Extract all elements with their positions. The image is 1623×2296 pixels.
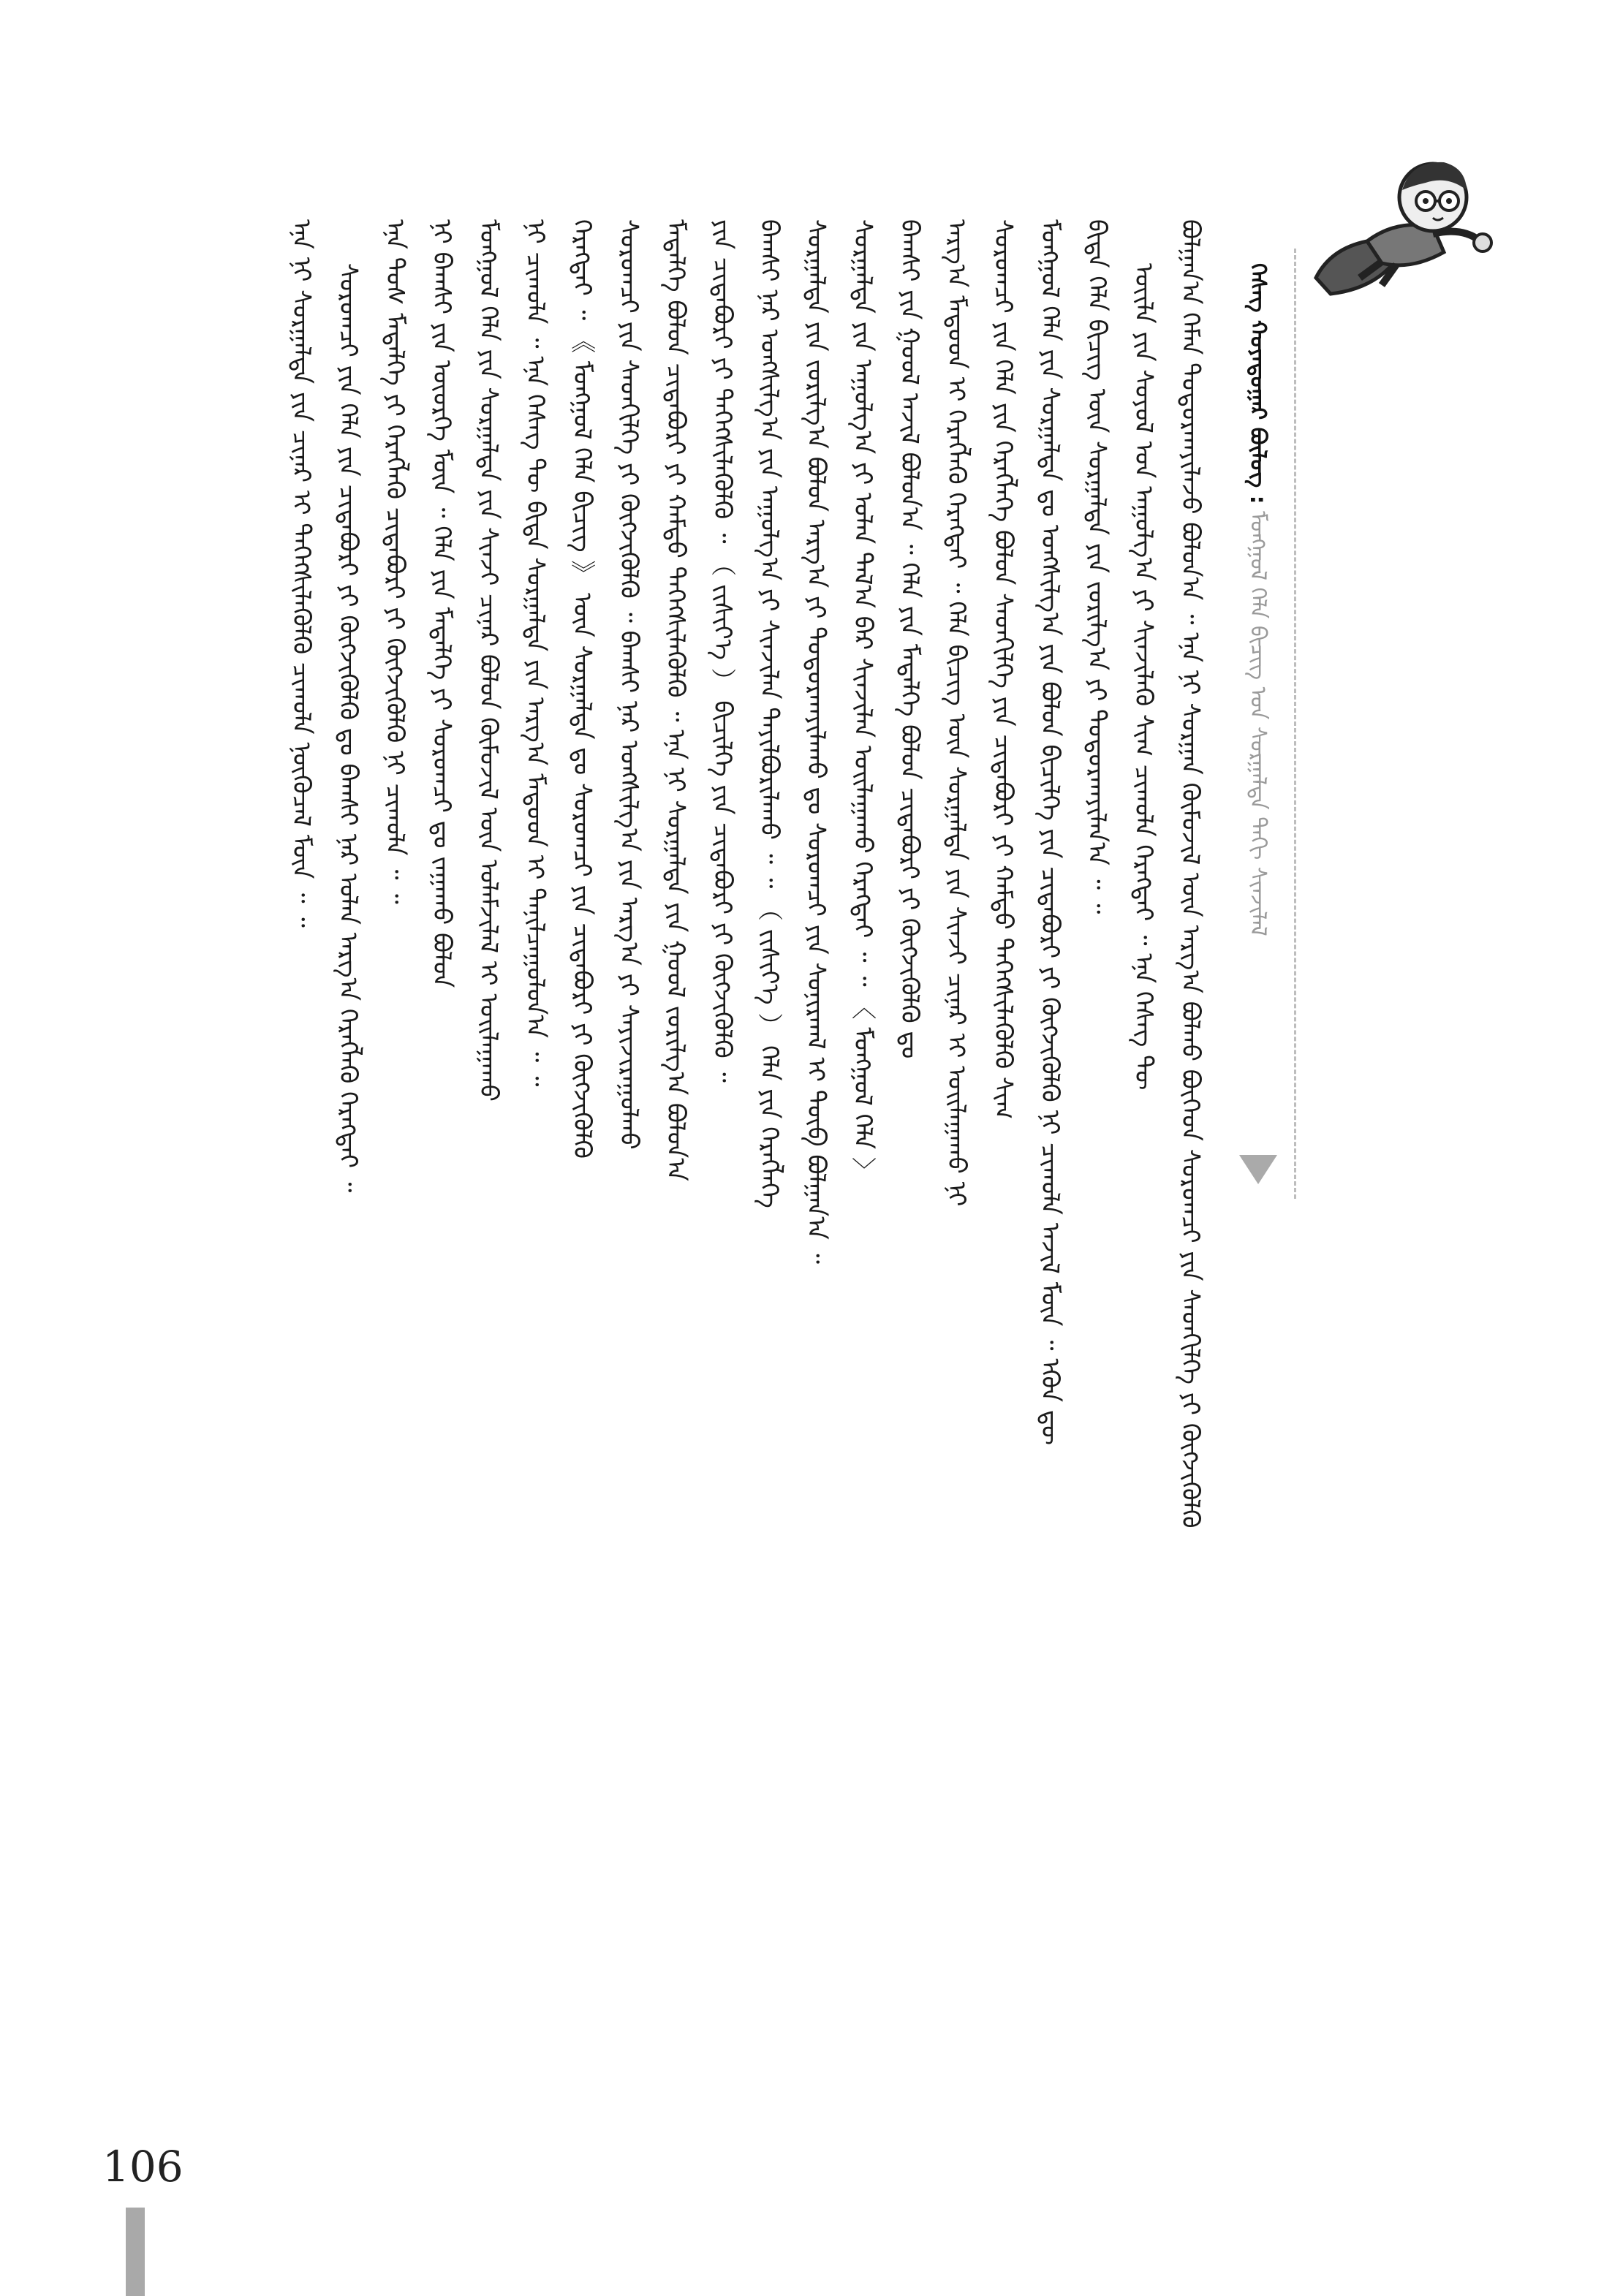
- text-column: ᠪᠣᠯᠭᠠᠨ᠎ᠠ ᠬᠡᠮᠡᠨ ᠲᠣᠳᠣᠷᠬᠠᠶᠢᠯᠠᠵᠤ ᠪᠣᠯᠣᠨ᠎ᠠ ᠃ ᠡᠨᠡ ᠨᠢ ᠰᠤᠷᠭᠠᠨ ᠬᠦᠮᠦᠵᠢᠯ ᠦᠨ ᠠᠷᠭ᠎ᠠ ᠪᠣᠯᠬᠤ ᠪᠥᠭᠡᠳ ᠰᠤᠷᠤᠭᠴᠢ ᠶᠢᠨ ᠰᠡᠳᠬᠢᠯᠭᠡ ᠶᠢ ᠬᠥᠭᠵᠢᠭᠦᠯᠬᠦ: [1176, 219, 1205, 1528]
- text-column: ᠶᠢᠨ ᠴᠢᠳᠠᠪᠤᠷᠢ ᠶᠢ ᠳᠡᠭᠡᠭᠰᠢᠯᠡᠭᠦᠯᠬᠦ ᠃ （ ᠵᠢᠱᠢᠶ᠎ᠡ ） ᠪᠢᠴᠢᠯᠭᠡ ᠶᠢᠨ ᠴᠢᠳᠠᠪᠤᠷᠢ ᠶᠢ ᠬᠥᠭᠵᠢᠭᠦᠯᠬᠦ ᠃: [708, 219, 737, 1083]
- text-column: ᠨᠢ ᠪᠠᠭᠰᠢ ᠶᠢᠨ ᠦᠦᠷᠭᠡ ᠮᠥᠨ ᠃ ᠬᠡᠯᠡ ᠶᠢᠨ ᠮᠡᠳᠡᠯᠭᠡ ᠶᠢ ᠰᠤᠷᠤᠭᠴᠢ ᠳᠤ ᠵᠠᠭᠠᠬᠤ ᠪᠣᠯᠣᠨ: [427, 219, 456, 988]
- text-column: ᠪᠠᠭᠰᠢ ᠨᠠᠷ ᠤᠩᠰᠢᠯᠭ᠎ᠠ ᠶᠢᠨ ᠠᠭᠤᠯᠭ᠎ᠠ ᠶᠢ ᠰᠢᠨᠵᠢᠯᠡᠨ ᠲᠠᠶᠢᠯᠪᠤᠷᠢᠯᠠᠬᠤ ᠃ ᠃ （ ᠵᠢᠱᠢᠶ᠎ᠡ ） ᠬᠡᠯᠡ ᠶᠢᠨ ᠬᠡᠷᠡᠭᠯᠡᠭᠡ: [754, 219, 784, 1208]
- triangle-marker-icon: [1239, 1155, 1277, 1184]
- text-column: ᠪᠢᠳᠡ ᠬᠡᠯᠡ ᠪᠢᠴᠢᠭ ᠦᠨ ᠰᠤᠷᠭᠠᠯᠲᠠ ᠶᠢᠨ ᠵᠣᠷᠢᠯᠭ᠎ᠠ ᠶᠢ ᠲᠣᠳᠣᠷᠬᠠᠶᠢᠯᠠᠨ᠎ᠠ ᠃ ᠃: [1082, 219, 1111, 914]
- chapter-tab: [126, 2208, 145, 2296]
- text-column: ᠰᠤᠷᠭᠠᠯᠲᠠ ᠶᠢᠨ ᠠᠭᠤᠯᠭ᠎ᠠ ᠶᠢ ᠣᠯᠠᠨ ᠲᠠᠯ᠎ᠠ ᠪᠠᠷ ᠰᠢᠨᠵᠢᠯᠡᠨ ᠣᠢᠯᠠᠭᠠᠬᠤ ᠬᠡᠷᠡᠭᠲᠡᠢ ᠃ ᠃ 〈 ᠮᠣᠩᠭᠣᠯ ᠬᠡᠯᠡ 〉: [848, 219, 877, 1182]
- text-column: ᠪᠠᠭᠰᠢ ᠶᠢᠨ ᠭᠣᠣᠯ ᠠᠵᠢᠯ ᠪᠣᠯᠣᠨ᠎ᠠ ᠃ ᠬᠡᠯᠡ ᠶᠢᠨ ᠮᠡᠳᠡᠯᠭᠡ ᠪᠣᠯᠣᠨ ᠴᠢᠳᠠᠪᠤᠷᠢ ᠶᠢ ᠬᠥᠭᠵᠢᠭᠦᠯᠬᠦ ᠳᠤ: [895, 219, 924, 1059]
- header-divider: [1294, 249, 1296, 1199]
- text-column: ᠰᠤᠷᠤᠭᠴᠢ ᠶᠢᠨ ᠬᠡᠯᠡ ᠶᠢᠨ ᠬᠡᠷᠡᠭᠯᠡᠭᠡ ᠪᠣᠯᠣᠨ ᠰᠡᠳᠬᠢᠯᠭᠡ ᠶᠢᠨ ᠴᠢᠳᠠᠪᠤᠷᠢ ᠶᠢ ᠬᠠᠮᠲᠤ ᠳᠡᠭᠡᠭᠰᠢᠯᠡᠭᠦᠯᠬᠦ ᠰᠢᠭ᠋: [988, 219, 1018, 1120]
- text-column: ᠮᠣᠩᠭᠣᠯ ᠬᠡᠯᠡ ᠶᠢᠨ ᠰᠤᠷᠭᠠᠯᠲᠠ ᠳᠤ ᠤᠩᠰᠢᠯᠭ᠎ᠠ ᠶᠢᠨ ᠪᠣᠯᠣᠨ ᠪᠢᠴᠢᠯᠭᠡ ᠶᠢᠨ ᠴᠢᠳᠠᠪᠤᠷᠢ ᠶᠢ ᠬᠥᠭᠵᠢᠭᠦᠯᠬᠦ ᠨᠢ ᠴᠢᠬᠤᠯᠠ ᠠᠵᠢᠯ ᠮᠥᠨ ᠃ ᠡᠭᠦᠨ ᠳᠦ: [1035, 219, 1064, 1446]
- running-header-text: [1236, 263, 1279, 1184]
- text-column: ᠮᠡᠳᠡᠯᠭᠡ ᠪᠣᠯᠣᠨ ᠴᠢᠳᠠᠪᠤᠷᠢ ᠶᠢ ᠬᠠᠮᠲᠤ ᠳᠡᠭᠡᠭᠰᠢᠯᠡᠭᠦᠯᠬᠦ ᠃ ᠡᠨᠡ ᠨᠢ ᠰᠤᠷᠭᠠᠯᠲᠠ ᠶᠢᠨ ᠭᠣᠣᠯ ᠵᠣᠷᠢᠯᠭ᠎ᠠ ᠪᠣᠯᠣᠨ᠎ᠠ: [661, 219, 690, 1181]
- text-column: ᠡᠨᠡ ᠨᠢ ᠰᠤᠷᠭᠠᠯᠲᠠ ᠶᠢᠨ ᠴᠢᠨᠠᠷ ᠢ ᠳᠡᠭᠡᠭᠰᠢᠯᠡᠭᠦᠯᠬᠦ ᠴᠢᠬᠤᠯᠠ ᠨᠥᠬᠥᠴᠡᠯ ᠮᠥᠨ ᠃ ᠃: [287, 219, 316, 928]
- text-column: ᠡᠨᠡ ᠲᠤᠰ ᠮᠡᠳᠡᠯᠭᠡ ᠶᠢ ᠬᠡᠷᠡᠭᠯᠡᠬᠦ ᠴᠢᠳᠠᠪᠤᠷᠢ ᠶᠢ ᠬᠥᠭᠵᠢᠭᠦᠯᠬᠦ ᠨᠢ ᠴᠢᠬᠤᠯᠠ ᠃ ᠃: [380, 219, 409, 904]
- text-column: ᠨᠢ ᠴᠢᠬᠤᠯᠠ ᠃ ᠡᠨᠡ ᠬᠡᠰᠡᠭ ᠲᠦ ᠪᠢᠳᠡ ᠰᠤᠷᠭᠠᠯᠲᠠ ᠶᠢᠨ ᠠᠷᠭ᠎ᠠ ᠮᠡᠲᠣᠳ ᠢ ᠲᠠᠨᠢᠯᠴᠠᠭᠤᠯᠤᠨ᠎ᠠ ᠃ ᠃: [521, 219, 550, 1087]
- body-text: [7, 219, 1214, 2208]
- text-column: ᠠᠷᠭ᠎ᠠ ᠮᠡᠲᠣᠳ ᠢ ᠬᠡᠷᠡᠭᠯᠡᠬᠦ ᠬᠡᠷᠡᠭᠲᠡᠢ ᠃ ᠬᠡᠯᠡ ᠪᠢᠴᠢᠭ ᠦᠨ ᠰᠤᠷᠭᠠᠯᠲᠠ ᠶᠢᠨ ᠰᠢᠨᠵᠢ ᠴᠢᠨᠠᠷ ᠢ ᠣᠢᠯᠠᠭᠠᠬᠤ ᠨᠢ: [942, 219, 971, 1207]
- running-header-section: ᠬᠡᠰᠡᠭ ᠬᠣᠶᠠᠳᠤᠭᠠᠷ ᠪᠦᠯᠦᠭ :: [1245, 263, 1271, 504]
- running-header-book-title: ᠮᠣᠩᠭᠣᠯ ᠬᠡᠯᠡ ᠪᠢᠴᠢᠭ ᠤᠨ ᠰᠤᠷᠭᠠᠯᠲᠠ ᠳᠠᠬᠢ ᠰᠢᠨᠵᠢᠯᠡᠯ: [1245, 511, 1271, 936]
- text-column: ᠰᠤᠷᠤᠭᠴᠢ ᠶᠢᠨ ᠰᠡᠳᠬᠢᠯᠭᠡ ᠶᠢ ᠬᠥᠭᠵᠢᠭᠦᠯᠬᠦ ᠃ ᠪᠠᠭᠰᠢ ᠨᠠᠷ ᠤᠩᠰᠢᠯᠭ᠎ᠠ ᠶᠢᠨ ᠠᠷᠭ᠎ᠠ ᠶᠢ ᠰᠠᠶᠢᠵᠢᠷᠠᠭᠤᠯᠬᠤ: [614, 219, 643, 1150]
- text-column: ᠮᠣᠩᠭᠣᠯ ᠬᠡᠯᠡ ᠶᠢᠨ ᠰᠤᠷᠭᠠᠯᠲᠠ ᠶᠢᠨ ᠰᠢᠨᠵᠢ ᠴᠢᠨᠠᠷ ᠪᠣᠯᠣᠨ ᠬᠦᠮᠦᠵᠢᠯ ᠦᠨ ᠤᠯᠠᠮᠵᠢᠯᠠᠯ ᠢ ᠣᠢᠯᠠᠭᠠᠬᠤ: [474, 219, 503, 1102]
- flying-child-mascot-icon: [1287, 132, 1506, 300]
- text-column: ᠬᠡᠷᠡᠭᠲᠡᠢ ᠃ 《 ᠮᠣᠩᠭᠣᠯ ᠬᠡᠯᠡ ᠪᠢᠴᠢᠭ 》 ᠦᠨ ᠰᠤᠷᠭᠠᠯᠲᠠ ᠳᠤ ᠰᠤᠷᠤᠭᠴᠢ ᠶᠢᠨ ᠴᠢᠳᠠᠪᠤᠷᠢ ᠶᠢ ᠬᠥᠭᠵᠢᠭᠦᠯᠬᠦ: [567, 219, 597, 1159]
- page-number: 106: [102, 2142, 184, 2191]
- text-column: ᠦᠢᠯᠡ ᠶᠢᠨ ᠰᠣᠶᠣᠯ ᠤᠨ ᠠᠭᠤᠯᠭ᠎ᠠ ᠶᠢ ᠰᠢᠨᠵᠢᠯᠡᠬᠦ ᠰᠢᠭ᠋ ᠴᠢᠬᠤᠯᠠ ᠬᠡᠷᠡᠭᠲᠡᠢ ᠃ ᠡᠨᠡ ᠬᠡᠰᠡᠭ ᠲᠦ: [1129, 263, 1158, 1091]
- running-header: [1236, 263, 1279, 1184]
- text-column: ᠰᠤᠷᠭᠠᠯᠲᠠ ᠶᠢᠨ ᠵᠣᠷᠢᠯᠭ᠎ᠠ ᠪᠣᠯᠣᠨ ᠠᠷᠭ᠎ᠠ ᠶᠢ ᠲᠣᠳᠣᠷᠬᠠᠶᠢᠯᠠᠬᠤ ᠳᠤ ᠰᠤᠷᠤᠭᠴᠢ ᠶᠢᠨ ᠰᠣᠨᠢᠷᠬᠠᠯ ᠢ ᠲᠥᠪ ᠪᠣᠯᠭᠠᠨ᠎ᠠ ᠃: [801, 219, 831, 1264]
- text-column: ᠰᠤᠷᠤᠭᠴᠢ ᠶᠢᠨ ᠬᠡᠯᠡ ᠶᠢᠨ ᠴᠢᠳᠠᠪᠤᠷᠢ ᠶᠢ ᠬᠥᠭᠵᠢᠭᠦᠯᠬᠦ ᠳᠤ ᠪᠠᠭᠰᠢ ᠨᠠᠷ ᠣᠯᠠᠨ ᠠᠷᠭ᠎ᠠ ᠬᠡᠷᠡᠭᠯᠡᠬᠦ ᠬᠡᠷᠡᠭᠲᠡᠢ ᠃: [333, 263, 363, 1193]
